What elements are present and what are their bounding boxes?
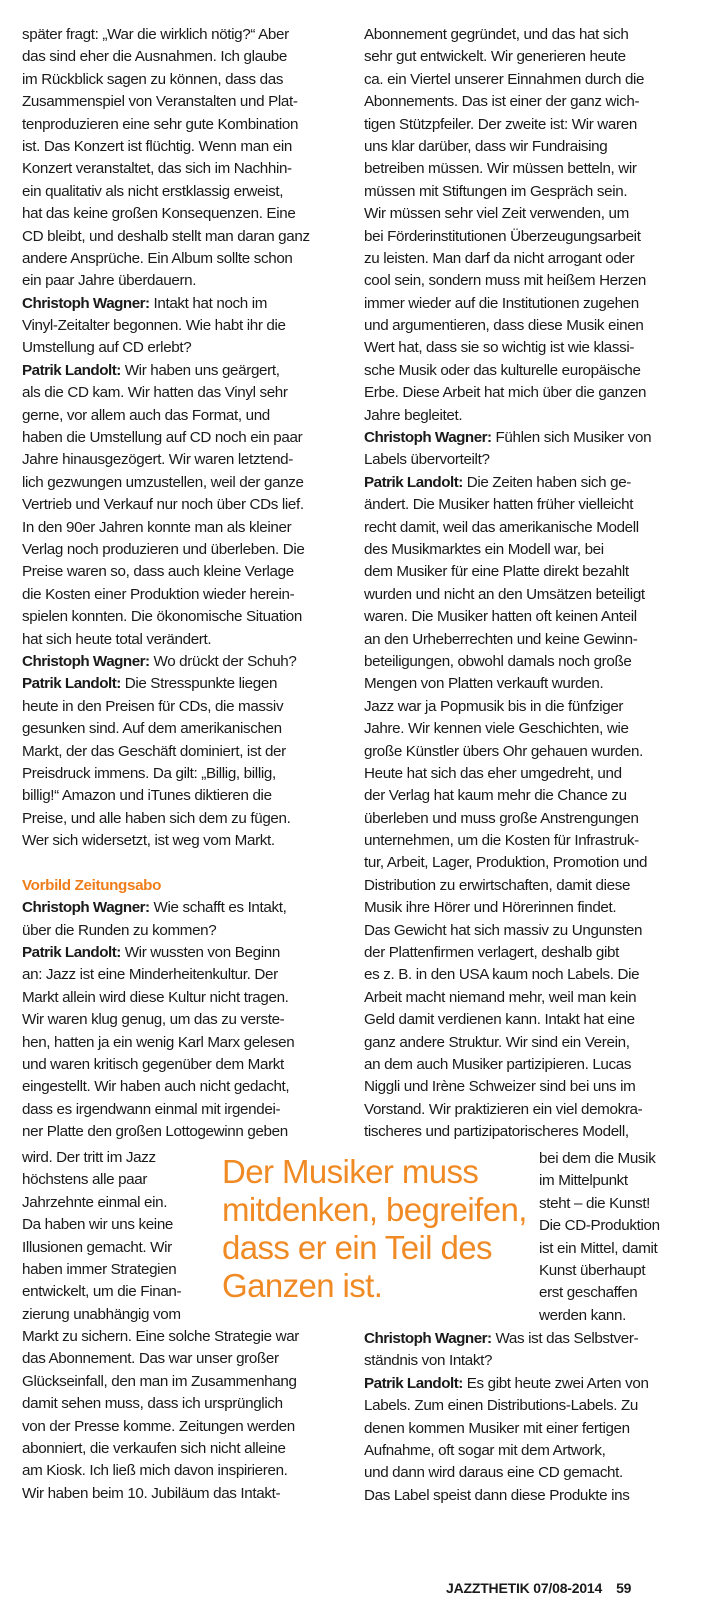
text-line: eingestellt. Wir haben auch nicht gedacht, [22, 1078, 290, 1096]
text-line: recht damit, weil das amerikanische Modell [364, 518, 639, 536]
text-line: Das Label speist dann diese Produkte ins [364, 1486, 630, 1504]
text-line: und waren kritisch gegenüber dem Markt [22, 1055, 284, 1073]
text-line: es z. B. in den USA kaum noch Labels. Die [364, 966, 640, 984]
right-column [364, 24, 684, 1144]
pull-quote-line: Ganzen ist. [222, 1267, 383, 1304]
text-line [22, 673, 340, 695]
text-line: im Mittelpunkt [539, 1172, 628, 1190]
text-line [22, 897, 340, 919]
line-text: Die Zeiten haben sich ge- [462, 473, 632, 491]
right-bottom-column [364, 1328, 684, 1507]
text-line: Mengen von Platten verkauft wurden. [364, 675, 604, 693]
text-line: beteiligungen, obwohl damals noch große [364, 652, 632, 670]
text-line: immer wieder auf die Institutionen zugehen [364, 294, 639, 312]
text-line: entwickelt, um die Finan- [22, 1283, 182, 1301]
text-line [364, 1373, 684, 1395]
line-text: Die Stresspunkte liegen [120, 675, 278, 693]
text-line: Arbeit macht niemand mehr, weil man kein [364, 988, 637, 1006]
text-line: hen, hatten ja ein wenig Karl Marx gelesen [22, 1033, 295, 1051]
text-line: das Abonnement. Das war unser großer [22, 1350, 279, 1368]
text-line: große Künstler übers Ohr gehauen wurden. [364, 742, 643, 760]
text-line: Jahre hinausgezögert. Wir waren letztend- [22, 451, 293, 469]
text-line: an den Urheberrechten und keine Gewinn- [364, 630, 638, 648]
text-line [22, 852, 340, 874]
text-line: cool sein, sondern muss mit heißem Herzen [364, 272, 646, 290]
text-line: wird. Der tritt im Jazz [22, 1149, 156, 1166]
text-line: Jahre begleitet. [364, 406, 463, 424]
text-line: andere Ansprüche. Ein Album sollte schon [22, 249, 293, 267]
text-line: überleben und muss große Anstrengungen [364, 809, 639, 827]
text-line: ein qualitativ als nicht erstklassig erweist, [22, 182, 284, 200]
text-line: Umstellung auf CD erlebt? [22, 339, 192, 357]
text-line: abonniert, die verkaufen sich nicht alleine [22, 1439, 286, 1457]
text-line: Markt zu sichern. Eine solche Strategie war [22, 1328, 300, 1345]
text-line: ein paar Jahre überdauern. [22, 272, 197, 290]
text-line: zu leisten. Man darf da nicht arrogant oder [364, 249, 635, 267]
text-line: Kunst überhaupt [539, 1261, 646, 1279]
right-narrow-column [539, 1148, 689, 1327]
line-text: Wie schafft es Intakt, [149, 899, 287, 917]
text-line [364, 1328, 684, 1350]
text-line: Labels übervorteilt? [364, 451, 490, 469]
text-line: gesunken sind. Auf dem amerikanischen [22, 720, 282, 738]
page-number: 59 [616, 1580, 632, 1596]
text-line: des Musikmarktes ein Modell war, bei [364, 540, 604, 558]
line-text: Wir wussten von Beginn [120, 944, 280, 962]
text-line: am Kiosk. Ich ließ mich davon inspirieren. [22, 1462, 288, 1480]
text-line: Distribution zu erwirtschaften, damit diese [364, 876, 631, 894]
text-line: tischeres und partizipatorischeres Modell, [364, 1123, 629, 1141]
text-line: Aufnahme, oft sogar mit dem Artwork, [364, 1441, 606, 1459]
text-line: ca. ein Viertel unserer Einnahmen durch die [364, 70, 645, 88]
text-line [22, 360, 340, 382]
text-line: Abonnement gegründet, und das hat sich [364, 26, 629, 43]
text-line: Preise waren so, dass auch kleine Verlage [22, 563, 294, 581]
text-line [22, 293, 340, 315]
left-column [22, 24, 340, 1144]
text-line: Geld damit verdienen kann. Intakt hat eine [364, 1011, 635, 1029]
text-line: höchstens alle paar [22, 1171, 148, 1189]
speaker-name: Patrik Landolt: [22, 675, 121, 693]
text-line: ganz andere Struktur. Wir sind ein Verein, [364, 1033, 630, 1051]
pull-quote-line: Der Musiker muss [222, 1153, 479, 1190]
text-line [364, 427, 684, 449]
text-line: gerne, vor allem auch das Format, und [22, 406, 270, 424]
text-line: später fragt: „War die wirklich nötig?“ Aber [22, 26, 289, 43]
text-line: erst geschaffen [539, 1284, 638, 1302]
speaker-name: Christoph Wagner: [22, 899, 150, 917]
pull-quote-line: dass er ein Teil des [222, 1229, 492, 1266]
pull-quote [222, 1153, 527, 1305]
text-line [22, 942, 340, 964]
line-text: Intakt hat noch im [149, 294, 268, 312]
text-line: Wir waren klug genug, um das zu verste- [22, 1011, 285, 1029]
left-narrow-column [22, 1147, 207, 1326]
speaker-name: Patrik Landolt: [364, 473, 463, 491]
text-line: Preisdruck immens. Da gilt: „Billig, billig, [22, 764, 276, 782]
text-line: damit sehen muss, dass ich ursprünglich [22, 1395, 283, 1413]
text-line: dass es irgendwann einmal mit irgendei- [22, 1100, 281, 1118]
text-line: das sind eher die Ausnahmen. Ich glaube [22, 48, 287, 66]
line-text: Wir haben uns geärgert, [120, 361, 280, 379]
text-line: Markt, der das Geschäft dominiert, ist der [22, 742, 286, 760]
text-line: an: Jazz ist eine Minderheitenkultur. Der [22, 966, 278, 984]
text-line: Musik ihre Hörer und Hörerinnen findet. [364, 899, 617, 917]
text-line: betreiben müssen. Wir müssen betteln, wir [364, 160, 637, 178]
text-line: Erbe. Diese Arbeit hat mich über die ganzen [364, 384, 647, 402]
text-line: Wer sich widersetzt, ist weg vom Markt. [22, 832, 275, 850]
speaker-name: Patrik Landolt: [364, 1374, 463, 1392]
text-line: von der Presse komme. Zeitungen werden [22, 1417, 295, 1435]
text-line: Jazz war ja Popmusik bis in die fünfziger [364, 697, 624, 715]
speaker-name: Christoph Wagner: [22, 652, 150, 670]
text-line: unternehmen, um die Kosten für Infrastruk- [364, 832, 639, 850]
text-line: Labels. Zum einen Distributions-Labels. Zu [364, 1397, 639, 1415]
text-line: Jahrzehnte einmal ein. [22, 1193, 168, 1211]
speaker-name: Christoph Wagner: [364, 429, 492, 447]
section-heading: Vorbild Zeitungsabo [22, 876, 162, 894]
text-line: lich gezwungen umzustellen, weil der ganze [22, 473, 304, 491]
text-line: ist ein Mittel, damit [539, 1239, 658, 1257]
text-line: Wir haben beim 10. Jubiläum das Intakt- [22, 1484, 281, 1502]
text-line: Preise, und alle haben sich dem zu fügen. [22, 809, 291, 827]
pull-quote-line: mitdenken, begreifen, [222, 1191, 527, 1228]
text-line: und argumentieren, dass diese Musik einen [364, 317, 644, 335]
text-line: Niggli und Irène Schweizer sind bei uns im [364, 1078, 636, 1096]
text-line: der Plattenfirmen verlagert, deshalb gibt [364, 944, 619, 962]
text-line: die Kosten einer Produktion wieder herein- [22, 585, 295, 603]
text-line: ständnis von Intakt? [364, 1352, 493, 1370]
text-line: heute in den Preisen für CDs, die massiv [22, 697, 284, 715]
text-line: haben die Umstellung auf CD noch ein paar [22, 429, 303, 447]
text-line: als die CD kam. Wir hatten das Vinyl sehr [22, 384, 288, 402]
text-line: werden kann. [539, 1306, 626, 1324]
magazine-issue: JAZZTHETIK 07/08-2014 [446, 1580, 603, 1596]
text-line: Zusammenspiel von Veranstalten und Plat- [22, 93, 298, 111]
text-line [364, 472, 684, 494]
text-line: steht – die Kunst! [539, 1194, 651, 1212]
text-line: billig!“ Amazon und iTunes diktieren die [22, 787, 272, 805]
text-line: Die CD-Produktion [539, 1217, 660, 1235]
text-line: müssen mit Stiftungen im Gespräch sein. [364, 182, 628, 200]
text-line: hat das keine großen Konsequenzen. Eine [22, 205, 296, 223]
text-line: bei dem die Musik [539, 1150, 656, 1167]
text-line: Abonnements. Das ist einer der ganz wich- [364, 93, 640, 111]
text-line: Vertrieb und Verkauf nur noch über CDs lief. [22, 496, 304, 514]
left-bottom-column [22, 1326, 340, 1505]
speaker-name: Christoph Wagner: [22, 294, 150, 312]
text-line: der Verlag hat kaum mehr die Chance zu [364, 787, 627, 805]
line-text: Es gibt heute zwei Arten von [462, 1374, 649, 1392]
text-line: sche Musik oder das kulturelle europäische [364, 361, 641, 379]
text-line: sehr gut entwickelt. Wir generieren heute [364, 48, 626, 66]
text-line [22, 651, 340, 673]
speaker-name: Christoph Wagner: [364, 1330, 492, 1347]
text-line: tigen Stützpfeiler. Der zweite ist: Wir waren [364, 115, 637, 133]
text-line: In den 90er Jahren konnte man als kleiner [22, 518, 292, 536]
text-line: haben immer Strategien [22, 1260, 177, 1278]
line-text: Wo drückt der Schuh? [149, 652, 297, 670]
text-line: und dann wird daraus eine CD gemacht. [364, 1464, 623, 1482]
text-line: zierung unabhängig vom [22, 1305, 181, 1323]
text-line: Konzert veranstaltet, das sich im Nachhin- [22, 160, 292, 178]
text-line: dem Musiker für eine Platte direkt bezahlt [364, 563, 629, 581]
text-line: Vinyl-Zeitalter begonnen. Wie habt ihr die [22, 317, 286, 335]
speaker-name: Patrik Landolt: [22, 944, 121, 962]
speaker-name: Patrik Landolt: [22, 361, 121, 379]
text-line: CD bleibt, und deshalb stellt man daran ganz [22, 227, 310, 245]
text-line: Das Gewicht hat sich massiv zu Ungunsten [364, 921, 643, 939]
text-line: an dem auch Musiker partizipieren. Lucas [364, 1055, 632, 1073]
text-line: uns klar darüber, dass wir Fundraising [364, 137, 608, 155]
text-line: denen kommen Musiker mit einer fertigen [364, 1419, 630, 1437]
text-line: Glückseinfall, den man im Zusammenhang [22, 1372, 297, 1390]
text-line: ner Platte den großen Lottogewinn geben [22, 1123, 288, 1141]
text-line: im Rückblick sagen zu können, dass das [22, 70, 284, 88]
text-line: über die Runden zu kommen? [22, 921, 217, 939]
text-line: tur, Arbeit, Lager, Produktion, Promotion und [364, 854, 648, 872]
text-line: ist. Das Konzert ist flüchtig. Wenn man ein [22, 137, 292, 155]
text-line: Wir müssen sehr viel Zeit verwenden, um [364, 205, 629, 223]
text-line: Verlag noch produzieren und überleben. Die [22, 540, 305, 558]
page-footer [446, 1580, 631, 1596]
text-line: Wert hat, dass sie so wichtig ist wie klassi- [364, 339, 635, 357]
text-line: waren. Die Musiker hatten oft keinen Anteil [364, 608, 637, 626]
text-line: tenproduzieren eine sehr gute Kombination [22, 115, 299, 133]
text-line: spielen konnten. Die ökonomische Situation [22, 608, 302, 626]
text-line: wurden und nicht an den Umsätzen beteiligt [364, 585, 645, 603]
text-line: hat sich heute total verändert. [22, 630, 212, 648]
text-line: ändert. Die Musiker hatten früher vielleicht [364, 496, 634, 514]
text-line: Da haben wir uns keine [22, 1216, 174, 1234]
text-line: Jahre. Wir kennen viele Geschichten, wie [364, 720, 629, 738]
text-line: bei Förderinstitutionen Überzeugungsarbeit [364, 227, 641, 245]
text-line: Illusionen gemacht. Wir [22, 1238, 172, 1256]
text-line: Markt allein wird diese Kultur nicht tragen. [22, 988, 289, 1006]
line-text: Fühlen sich Musiker von [491, 429, 652, 447]
text-line: Vorstand. Wir praktizieren ein viel demokra- [364, 1100, 643, 1118]
line-text: Was ist das Selbstver- [491, 1330, 639, 1347]
text-line: Heute hat sich das eher umgedreht, und [364, 764, 622, 782]
